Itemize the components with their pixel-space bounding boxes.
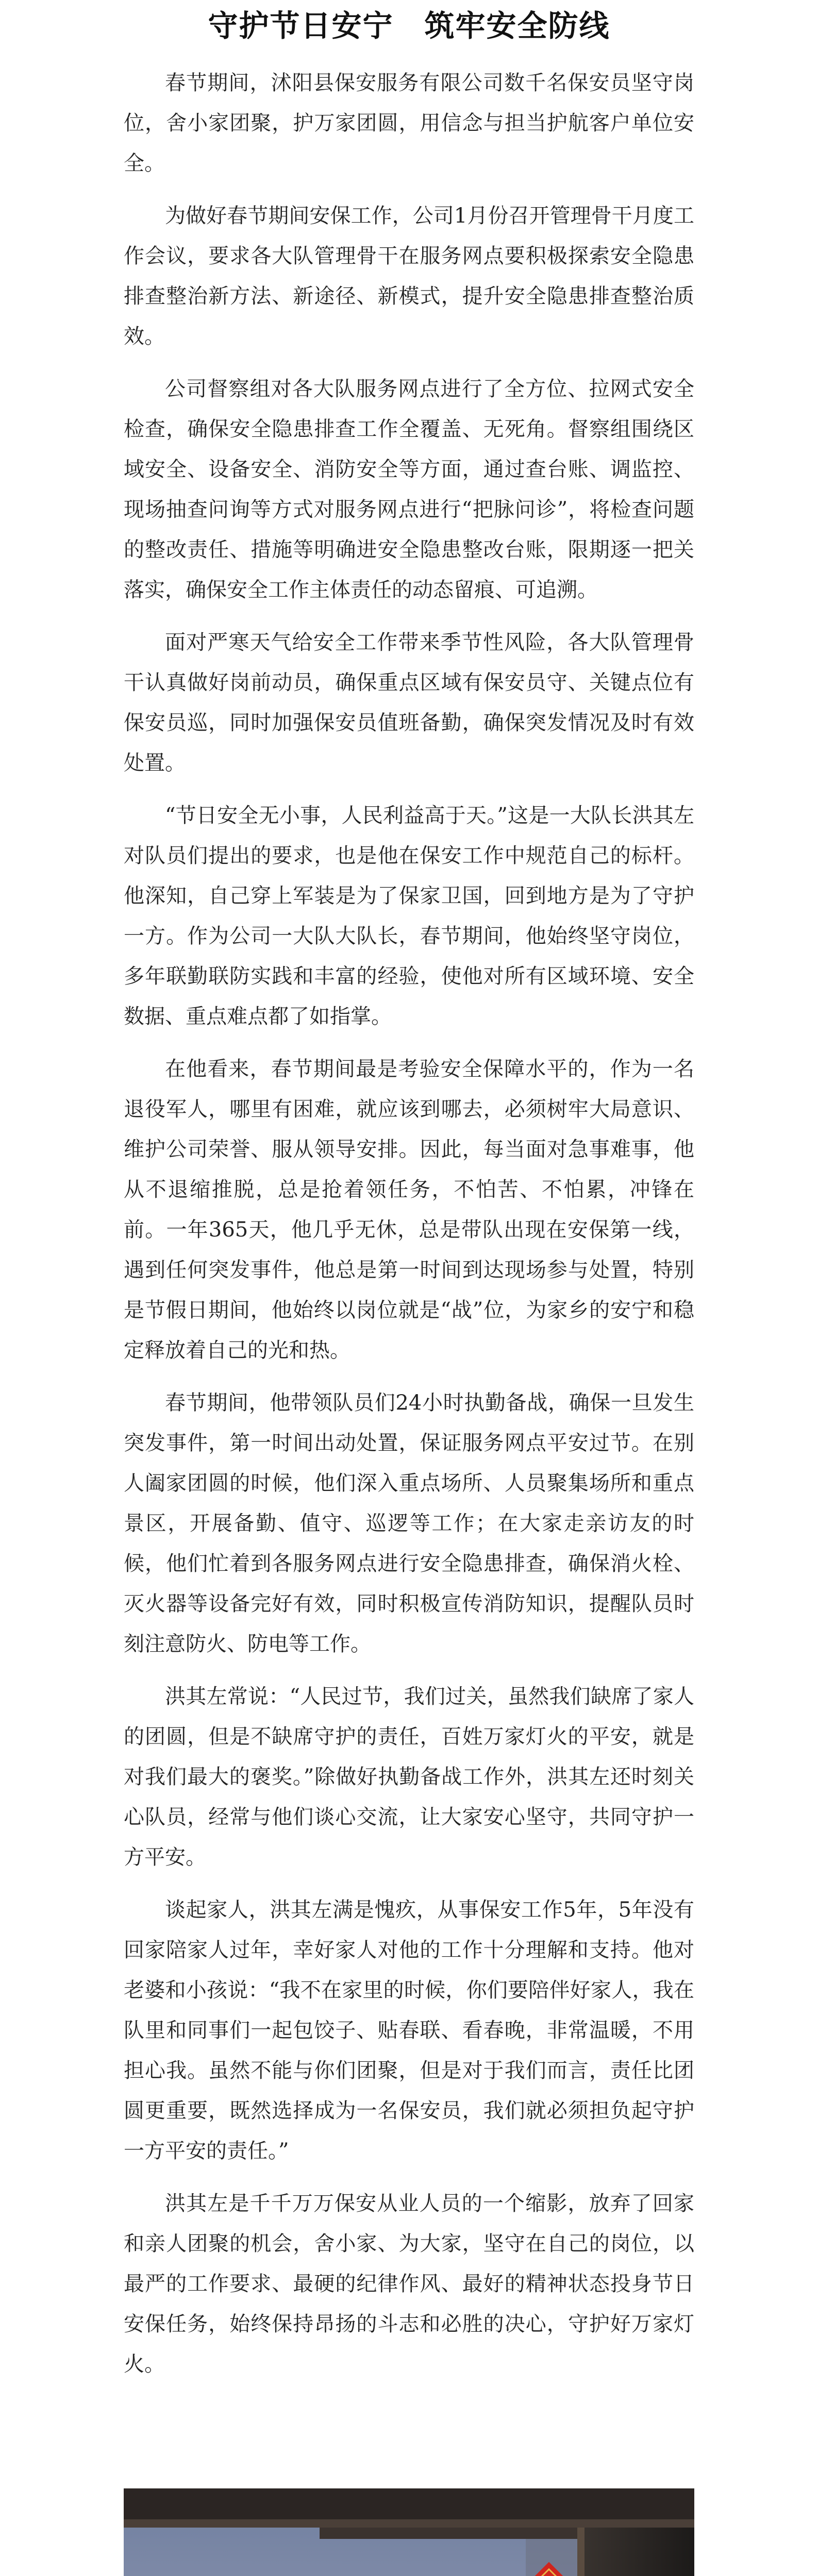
paragraph-family: 谈起家人，洪其左满是愧疚，从事保安工作5年，5年没有回家陪家人过年，幸好家人对他的工作十分理解和支持。他对老婆和小孩说：“我不在家里的时候，你们要陪伴好家人，我在队里和同事们一起包饺子、贴春联、看春晚，非常温暖，不用担心我。虽然不能与你们团聚，但是对于我们而言，责任比团圆更重要，既然选择成为一名保安员，我们就必须担负起守护一方平安的责任。” (124, 1898, 694, 2163)
photo-roof (124, 2488, 694, 2524)
paragraph-meeting: 为做好春节期间安保工作，公司1月份召开管理骨干月度工作会议，要求各大队管理骨干在服务网点要积极探索安全隐患排查整治新方法、新途径、新模式，提升安全隐患排查整治质效。 (124, 204, 694, 348)
paragraph-weather: 面对严寒天气给安全工作带来季节性风险，各大队管理骨干认真做好岗前动员，确保重点区域有保安员守、关键点位有保安员巡，同时加强保安员值班备勤，确保突发情况及时有效处置。 (124, 631, 694, 775)
paragraph-saying: 洪其左常说：“人民过节，我们过关，虽然我们缺席了家人的团圆，但是不缺席守护的责任，百姓万家灯火的平安，就是对我们最大的褒奖。”除做好执勤备战工作外，洪其左还时刻关心队员，经常与他们谈心交流，让大家安心坚守，共同守护一方平安。 (124, 1685, 694, 1869)
paragraph-duty: 春节期间，他带领队员们24小时执勤备战，确保一旦发生突发事件，第一时间出动处置，保证服务网点平安过节。在别人阖家团圆的时候，他们深入重点场所、人员聚集场所和重点景区，开展备勤、值守、巡逻等工作；在大家走亲访友的时候，他们忙着到各服务网点进行安全隐患排查，确保消火栓、灭火器等设备完好有效，同时积极宣传消防知识，提醒队员时刻注意防火、防电等工作。 (124, 1391, 694, 1656)
article-title: 守护节日安宁 筑牢安全防线 (208, 8, 610, 43)
photo-wall (577, 2528, 694, 2576)
paragraph-intro: 春节期间，沭阳县保安服务有限公司数千名保安员坚守岗位，舍小家团聚，护万家团圆，用信念与担当护航客户单位安全。 (124, 71, 694, 175)
paragraph-veteran: 在他看来，春节期间最是考验安全保障水平的，作为一名退役军人，哪里有困难，就应该到哪去，必须树牢大局意识、维护公司荣誉、服从领导安排。因此，每当面对急事难事，他从不退缩推脱，总是抢着领任务，不怕苦、不怕累，冲锋在前。一年365天，他几乎无休，总是带队出现在安保第一线，遇到任何突发事件，他总是第一时间到达现场参与处置，特别是节假日期间，他始终以岗位就是“战”位，为家乡的安宁和稳定释放着自己的光和热。 (124, 1057, 694, 1362)
article (124, 0, 694, 2384)
paragraph-inspection: 公司督察组对各大队服务网点进行了全方位、拉网式安全检查，确保安全隐患排查工作全覆盖、无死角。督察组围绕区域安全、设备安全、消防安全等方面，通过查台账、调监控、现场抽查问询等方式对服务网点进行“把脉问诊”，将检查问题的整改责任、措施等明确进安全隐患整改台账，限期逐一把关落实，确保安全工作主体责任的动态留痕、可追溯。 (124, 377, 694, 602)
paragraph-conclusion: 洪其左是千千万万保安从业人员的一个缩影，放弃了回家和亲人团聚的机会，舍小家、为大家，坚守在自己的岗位，以最严的工作要求、最硬的纪律作风、最好的精神状态投身节日安保任务，始终保持昂扬的斗志和必胜的决心，守护好万家灯火。 (124, 2192, 694, 2376)
article-photo (124, 2488, 694, 2576)
paragraph-captain-quote: “节日安全无小事，人民利益高于天。”这是一大队长洪其左对队员们提出的要求，也是他在保安工作中规范自己的标杆。他深知，自己穿上军装是为了保家卫国，回到地方是为了守护一方。作为公司一大队大队长，春节期间，他始终坚守岗位，多年联勤联防实践和丰富的经验，使他对所有区域环境、安全数据、重点难点都了如指掌。 (124, 804, 694, 1028)
